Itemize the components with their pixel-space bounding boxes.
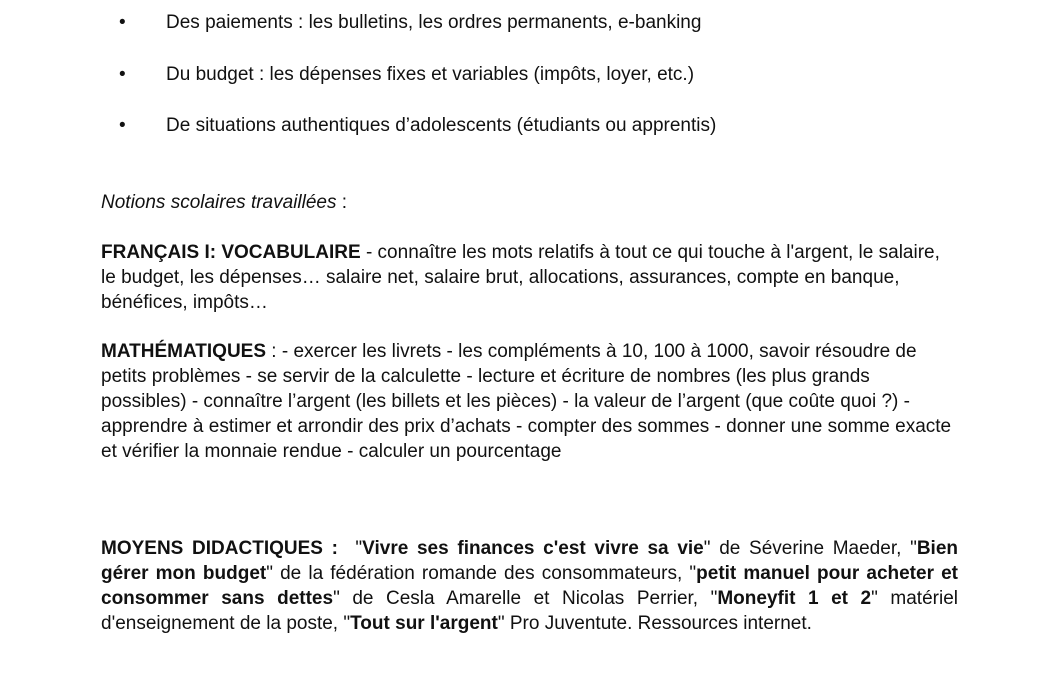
bullet-text: De situations authentiques d’adolescents (étudiants ou apprentis) <box>166 115 717 136</box>
maths-text: : - exercer les livrets - les compléments à 10, 100 à 1000, savoir résoudre de petits problèmes - se servir de la calculette - lecture et écriture de nombres (les plus grands possibles) - connaître l’argent (les billets et les pièces) - la valeur de l’argent (que coûte quoi ?) - apprendre à estimer et arrondir des prix d’achats - compter des sommes - donner une somme exacte et vérifier la monnaie rendue - calculer un pourcentage <box>101 341 952 462</box>
bullet-marker: • <box>119 63 126 85</box>
resource-author-4: " matériel d'enseignement de la poste, " <box>101 588 958 634</box>
topics-bullet-list <box>0 10 1058 165</box>
notions-heading <box>101 190 958 215</box>
resource-title-4: Moneyfit 1 et 2 <box>717 588 872 609</box>
notions-suffix: : <box>336 192 348 213</box>
bullet-marker: • <box>119 12 126 33</box>
resource-author-5: " Pro Juventute. Ressources internet. <box>497 613 812 634</box>
resource-title-1: Vivre ses finances c'est vivre sa vie <box>362 538 704 559</box>
maths-paragraph <box>101 339 958 464</box>
moyens-quote-open: " <box>337 538 363 559</box>
resource-title-2: Bien gérer mon budget <box>101 538 959 584</box>
bullet-text: Du budget : les dépenses fixes et variables (impôts, loyer, etc.) <box>166 63 695 85</box>
francais-text: - connaître les mots relatifs à tout ce qui touche à l'argent, le salaire, le budget, les dépenses… salaire net, salaire brut, allocations, assurances, compte en banque, bénéfices, impôts… <box>101 242 940 313</box>
notions-title: Notions scolaires travaillées <box>101 192 337 213</box>
resource-author-2: " de la fédération romande des consommateurs, " <box>266 563 697 584</box>
moyens-paragraph <box>101 536 958 636</box>
list-item <box>0 62 1058 87</box>
resource-author-3: " de Cesla Amarelle et Nicolas Perrier, " <box>333 588 718 609</box>
list-item <box>0 10 1058 35</box>
list-item <box>0 113 1058 138</box>
resource-title-5: Tout sur l'argent <box>350 613 498 634</box>
bullet-marker: • <box>119 115 126 136</box>
bullet-text: Des paiements : les bulletins, les ordres permanents, e-banking <box>166 12 702 33</box>
francais-label: FRANÇAIS I: VOCABULAIRE <box>101 242 361 263</box>
moyens-label: MOYENS DIDACTIQUES : <box>101 538 338 559</box>
resource-title-3: petit manuel pour acheter et consommer sans dettes <box>101 563 958 609</box>
resource-author-1: " de Séverine Maeder, " <box>703 538 917 559</box>
maths-label: MATHÉMATIQUES <box>101 341 267 362</box>
francais-paragraph <box>101 240 958 315</box>
